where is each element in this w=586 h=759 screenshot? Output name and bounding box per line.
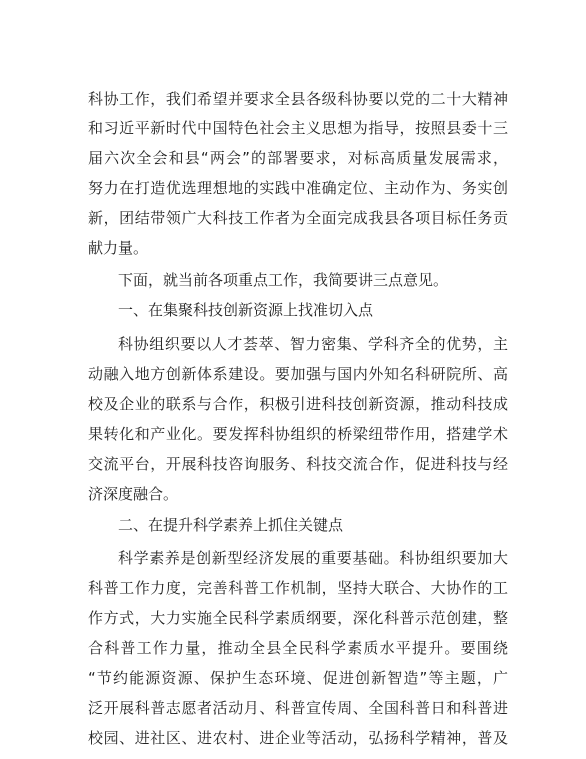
text-line: 果转化和产业化。要发挥科协组织的桥梁纽带作用，搭建学术	[88, 425, 508, 443]
text-line: 和习近平新时代中国特色社会主义思想为指导，按照县委十三	[88, 119, 508, 137]
text-line: 努力在打造优选理想地的实践中准确定位、主动作为、务实创	[88, 179, 508, 197]
text-line: 动融入地方创新体系建设。要加强与国内外知名科研院所、高	[88, 365, 508, 383]
text-line: 科协工作，我们希望并要求全县各级科协要以党的二十大精神	[88, 90, 508, 108]
text-line: 下面，就当前各项重点工作，我简要讲三点意见。	[118, 271, 449, 289]
section-heading: 二、在提升科学素养上抓住关键点	[118, 516, 344, 534]
text-line: 交流平台，开展科技咨询服务、科技交流合作，促进科技与经	[88, 455, 508, 473]
text-line: 献力量。	[88, 239, 149, 257]
text-line: 作方式，大力实施全民科学素质纲要，深化科普示范创建，整	[88, 609, 508, 627]
text-line: 科学素养是创新型经济发展的重要基础。科协组织要加大	[118, 549, 508, 567]
text-line: 科协组织要以人才荟萃、智力密集、学科齐全的优势，主	[118, 335, 508, 353]
text-line: 泛开展科普志愿者活动月、科普宣传周、全国科普日和科普进	[88, 699, 508, 717]
text-line: 新，团结带领广大科技工作者为全面完成我县各项目标任务贡	[88, 209, 508, 227]
text-line: 科普工作力度，完善科普工作机制，坚持大联合、大协作的工	[88, 579, 508, 597]
text-line: 届六次全会和县“两会”的部署要求，对标高质量发展需求，	[88, 149, 508, 167]
text-line: 合科普工作力量，推动全县全民科学素质水平提升。要围绕	[88, 639, 508, 657]
section-heading: 一、在集聚科技创新资源上找准切入点	[118, 301, 374, 319]
text-line: “节约能源资源、保护生态环境、促进创新智造”等主题，广	[88, 669, 508, 687]
text-line: 校及企业的联系与合作，积极引进科技创新资源，推动科技成	[88, 395, 508, 413]
text-line: 济深度融合。	[88, 485, 179, 503]
text-line: 校园、进社区、进农村、进企业等活动，弘扬科学精神，普及	[88, 729, 508, 747]
